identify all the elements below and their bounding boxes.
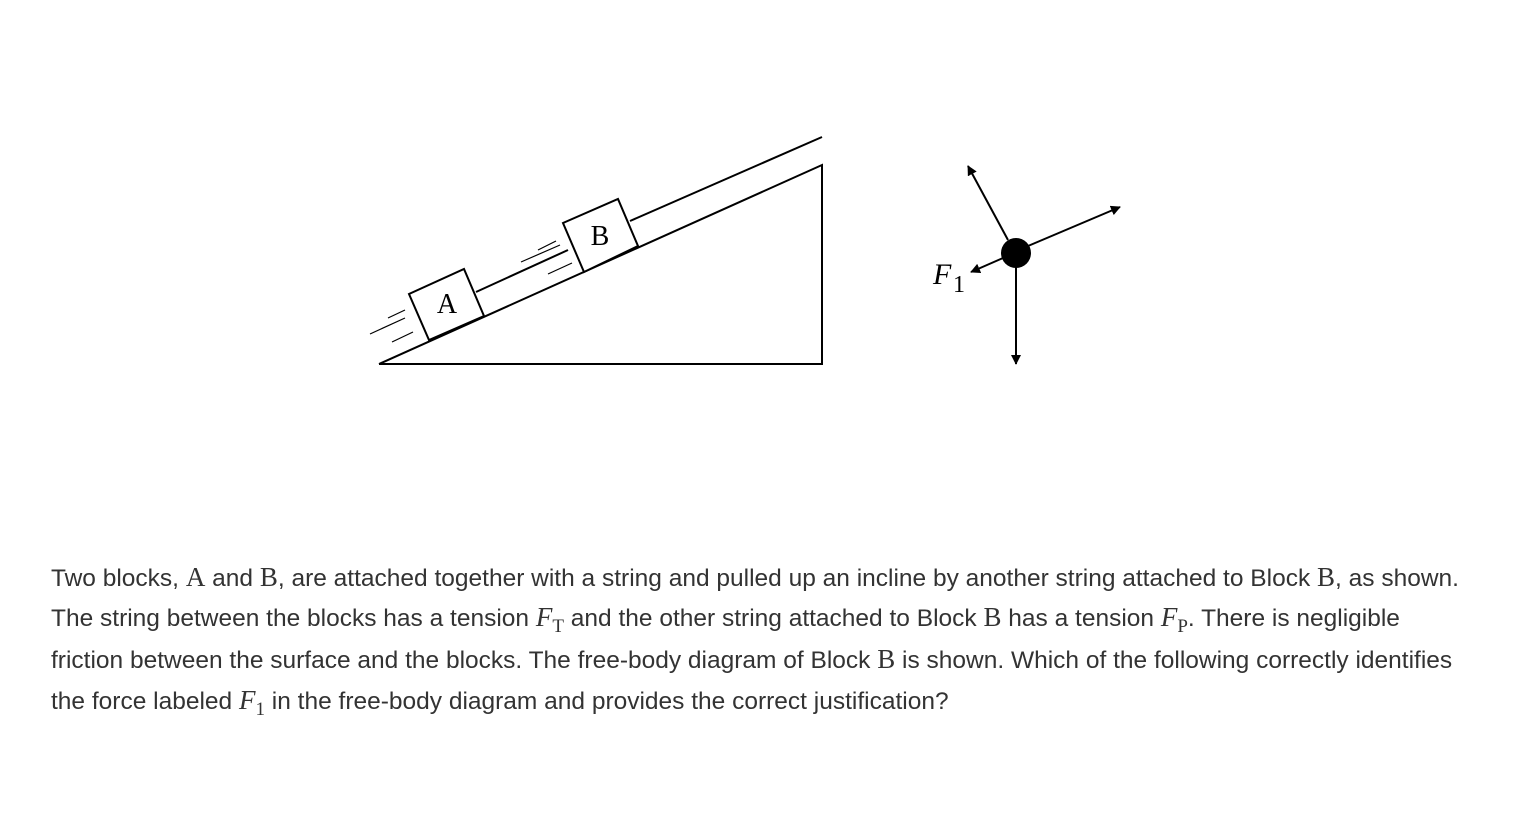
text: . There is negligible friction between the surface and the blocks. The free-body diagram of Block — [51, 605, 1400, 675]
question-text — [51, 558, 1471, 723]
text: is shown. Which of the following correctly identifies the force labeled — [51, 647, 1453, 715]
text: has a tension — [1001, 605, 1161, 633]
math-block-b: B — [259, 562, 278, 592]
text: and the other string attached to Block — [563, 605, 984, 633]
math-block-a: A — [185, 562, 206, 592]
normal-force-arrow — [968, 166, 1008, 240]
motion-line — [548, 263, 572, 274]
block-b-dot — [1001, 238, 1031, 268]
f1-label: F — [933, 258, 952, 291]
motion-line — [521, 245, 560, 262]
text: Two blocks, — [51, 565, 186, 592]
f1-label-subscript: 1 — [953, 272, 965, 298]
text: , as shown. The string between the blocks has a tension — [51, 565, 1459, 633]
text: in the free-body diagram and provides the correct justification? — [264, 687, 949, 715]
math-f1: F — [238, 684, 256, 715]
text: , are attached together with a string and pulled up an incline by another string attached to Block — [277, 565, 1318, 592]
text: and — [205, 565, 260, 592]
math-fp: F — [1160, 602, 1178, 633]
block-a-label: A — [436, 289, 458, 320]
math-fp-subscript: P — [1177, 616, 1188, 638]
math-ft-subscript: T — [552, 616, 564, 638]
motion-line — [538, 241, 556, 250]
math-f1-subscript: 1 — [255, 698, 265, 720]
tension-p-arrow — [1028, 207, 1120, 246]
motion-line — [392, 332, 413, 342]
math-ft: F — [535, 602, 553, 633]
math-block-b: B — [983, 602, 1002, 633]
f1-arrow — [971, 258, 1003, 272]
motion-line — [370, 318, 405, 334]
motion-line — [388, 310, 405, 318]
math-block-b: B — [1317, 562, 1336, 592]
block-b-label: B — [590, 221, 610, 252]
free-body-diagram — [968, 166, 1120, 364]
math-block-b: B — [877, 644, 896, 675]
